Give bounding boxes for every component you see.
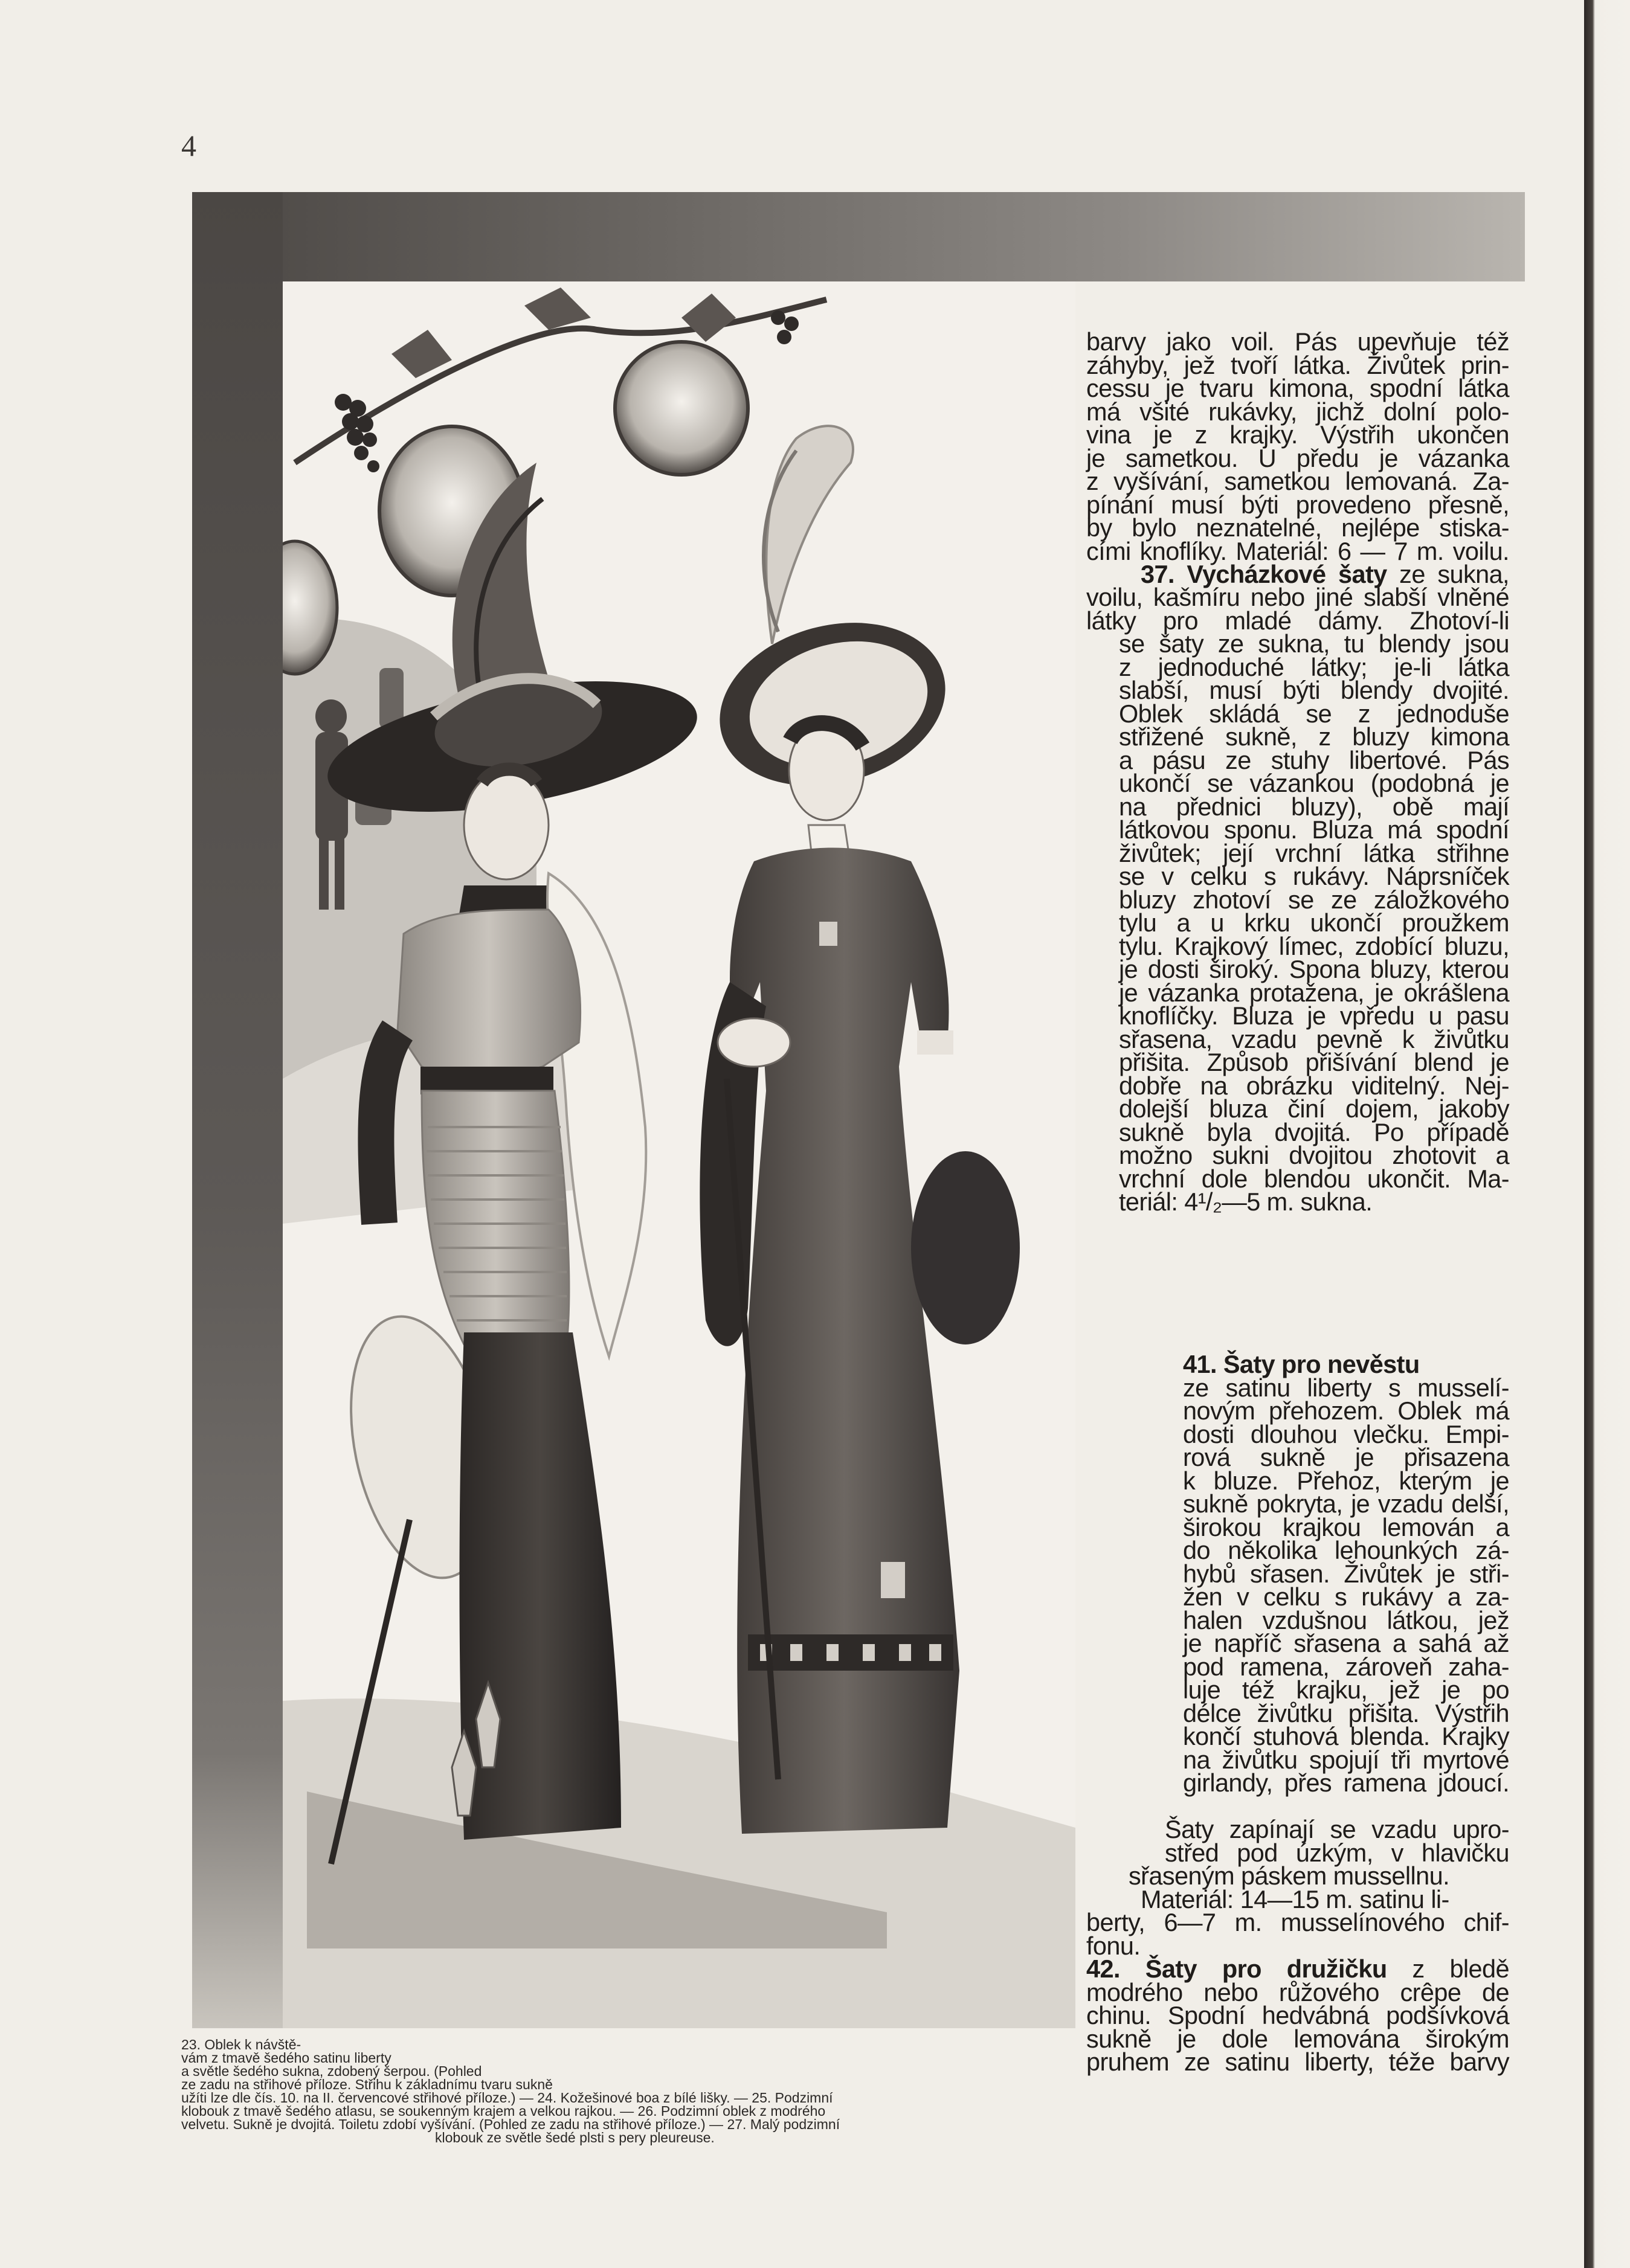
text-line: sukně pokryta, je vzadu delší,	[1183, 1489, 1509, 1518]
text-line: teriál: 4¹/₂—5 m. sukna.	[1119, 1187, 1373, 1216]
illustration-frame-top	[192, 192, 1525, 281]
caption-line: a světle šedého sukna, zdobený šerpou. (Pohled	[181, 2063, 482, 2079]
text-line: žen v celku s rukávy a za-	[1183, 1582, 1509, 1611]
text-line: látky pro mladé dámy. Zhotoví-li	[1086, 606, 1509, 635]
text-line: pínání musí býti provedeno přesně,	[1086, 490, 1509, 519]
text-line: se v celku s rukávy. Náprsníček	[1119, 862, 1509, 890]
text-line: fonu.	[1086, 1931, 1141, 1960]
text-line: z vyšívání, sametkou lemovaná. Za-	[1086, 467, 1509, 495]
text-line: cessu je tvaru kimona, spodní látka	[1086, 374, 1509, 402]
text-line: přišita. Způsob přišívání blend je	[1119, 1048, 1509, 1076]
article-41-cont	[1165, 1815, 1509, 1867]
text-line: vina je z krajky. Výstřih ukončen	[1086, 420, 1509, 449]
article-37-body	[1119, 629, 1509, 1216]
text-line: berty, 6—7 m. musselínového chif-	[1086, 1908, 1509, 1936]
text-line: novým přehozem. Oblek má	[1183, 1396, 1509, 1425]
text-line: k bluze. Přehoz, kterým je	[1183, 1466, 1509, 1495]
text-line: je sametkou. U předu je vázanka	[1086, 443, 1509, 472]
text-line: rová sukně je přisazena	[1183, 1443, 1509, 1471]
text-line: Šaty zapínají se vzadu upro-	[1165, 1815, 1509, 1843]
text-line: sřasena, vzadu pevně k živůtku	[1119, 1024, 1509, 1053]
text-line: se šaty ze sukna, tu blendy jsou	[1119, 629, 1509, 658]
text-line: halen vzdušnou látkou, jež	[1183, 1605, 1509, 1634]
text-line: vrchní dole blendou ukončit. Ma-	[1119, 1164, 1509, 1193]
text-line: Materiál: 14—15 m. satinu li-	[1141, 1884, 1449, 1913]
caption-line: klobouk z tmavě šedého atlasu, se soukenným krajem a velkou rajkou. — 26. Podzimní oblek z modrého	[181, 2103, 826, 2119]
text-line: dolejší bluza činí dojem, jakoby	[1119, 1094, 1509, 1123]
text-line: luje též krajku, jež je po	[1183, 1675, 1509, 1704]
text-line: knoflíčky. Bluza je vpředu u pasu	[1119, 1001, 1509, 1030]
caption-line: velvetu. Sukně je dvojitá. Toiletu zdobí vyšívání. (Pohled ze zadu na střihové příloze.) — 27. Malý podzimní	[181, 2116, 840, 2132]
caption-line: 23. Oblek k návště-	[181, 2037, 301, 2052]
text-line: hybů sřasen. Živůtek je stři-	[1183, 1559, 1509, 1588]
text-line: ze satinu liberty s musselí-	[1183, 1373, 1509, 1402]
text-column-upper	[1086, 327, 1509, 565]
text-line: končí stuhová blenda. Krajky	[1183, 1722, 1509, 1750]
text-line: na přednici bluzy), obě mají	[1119, 792, 1509, 821]
illustration-frame-left	[192, 192, 283, 2028]
article-41-heading: 41. Šaty pro nevěstu	[1183, 1350, 1420, 1378]
text-line: tylu. Krajkový límec, zdobící bluzu,	[1119, 931, 1509, 960]
text-line: pod ramena, zároveň zaha-	[1183, 1652, 1509, 1681]
text-line: širokou krajkou lemován a	[1183, 1512, 1509, 1541]
text-line: voilu, kašmíru nebo jiné slabší vlněné	[1086, 583, 1509, 611]
text-line: girlandy, přes ramena jdoucí.	[1183, 1768, 1509, 1797]
text-line: má všité rukávky, jichž dolní polo-	[1086, 397, 1509, 426]
page-number: 4	[181, 129, 196, 162]
text-line: délce živůtku přišita. Výstřih	[1183, 1698, 1509, 1727]
text-line: pruhem ze satinu liberty, téže barvy	[1086, 2048, 1509, 2076]
caption-line: užíti lze dle čís. 10. na II. červencové střihové příloze.) — 24. Kožešinové boa z bílé lišky. — 25. Podzimní	[181, 2090, 833, 2106]
text-line: je dosti široký. Spona bluzy, kterou	[1119, 955, 1509, 983]
text-line: chinu. Spodní hedvábná podšívková	[1086, 2001, 1509, 2029]
article-42-lead: z bledě	[1387, 1955, 1509, 1983]
fashion-illustration	[283, 281, 1075, 2028]
text-line: a pásu ze stuhy libertové. Pás	[1119, 745, 1509, 774]
text-line: by bylo neznatelné, nejlépe stiska-	[1086, 513, 1509, 542]
text-line: je napříč sřasena a sahá až	[1183, 1629, 1509, 1657]
article-37-body-wide	[1086, 583, 1509, 635]
text-line: cími knoflíky. Materiál: 6 — 7 m. voilu.	[1086, 536, 1509, 565]
article-37-heading: 37. Vycházkové šaty	[1141, 560, 1387, 588]
text-line: do několika lehounkých zá-	[1183, 1536, 1509, 1564]
text-line: Oblek skládá se z jednoduše	[1119, 699, 1509, 728]
text-line: slabší, musí býti blendy dvojité.	[1119, 676, 1509, 704]
text-line: střed pod úzkým, v hlavičku	[1165, 1838, 1509, 1867]
text-line: živůtek; její vrchní látka střihne	[1119, 838, 1509, 867]
article-37-lead: ze sukna,	[1387, 560, 1509, 588]
text-line: modrého nebo růžového crêpe de	[1086, 1977, 1509, 2006]
text-line: látkovou sponu. Bluza má spodní	[1119, 815, 1509, 844]
text-line: barvy jako voil. Pás upevňuje též	[1086, 327, 1509, 356]
article-42	[1086, 1955, 1509, 2076]
article-42-heading: 42. Šaty pro družičku	[1086, 1955, 1387, 1983]
page-gutter	[1584, 0, 1630, 2268]
text-line: možno sukni dvojitou zhotovit a	[1119, 1141, 1509, 1169]
text-line: bluzy zhotoví se ze záložkového	[1119, 885, 1509, 914]
text-line: na živůtku spojují tři myrtové	[1183, 1745, 1509, 1774]
article-41-end	[1086, 1862, 1509, 1960]
text-line: ukončí se vázankou (podobná je	[1119, 769, 1509, 797]
caption-line: vám z tmavě šedého satinu liberty	[181, 2050, 391, 2066]
text-line: střižené sukně, z bluzy kimona	[1119, 722, 1509, 751]
text-line: sřaseným páskem mussellnu.	[1129, 1862, 1450, 1890]
text-line: záhyby, jež tvoří látka. Živůtek prin-	[1086, 350, 1509, 379]
text-line: dosti dlouhou vlečku. Empi-	[1183, 1419, 1509, 1448]
article-41	[1183, 1350, 1509, 1797]
figure-caption	[181, 2038, 1075, 2144]
text-line: sukně byla dvojitá. Po případě	[1119, 1117, 1509, 1146]
text-line: je vázanka protažena, je okrášlena	[1119, 978, 1509, 1007]
caption-line: ze zadu na střihové příloze. Střihu k základnímu tvaru sukně	[181, 2077, 553, 2092]
text-line: dobře na obrázku viditelný. Nej-	[1119, 1071, 1509, 1100]
caption-line: klobouk ze světle šedé plsti s pery pleureuse.	[435, 2130, 715, 2145]
text-line: z jednoduché látky; je-li látka	[1119, 652, 1509, 681]
text-line: tylu a u krku ukončí proužkem	[1119, 908, 1509, 937]
text-line: sukně je dole lemována širokým	[1086, 2024, 1509, 2053]
